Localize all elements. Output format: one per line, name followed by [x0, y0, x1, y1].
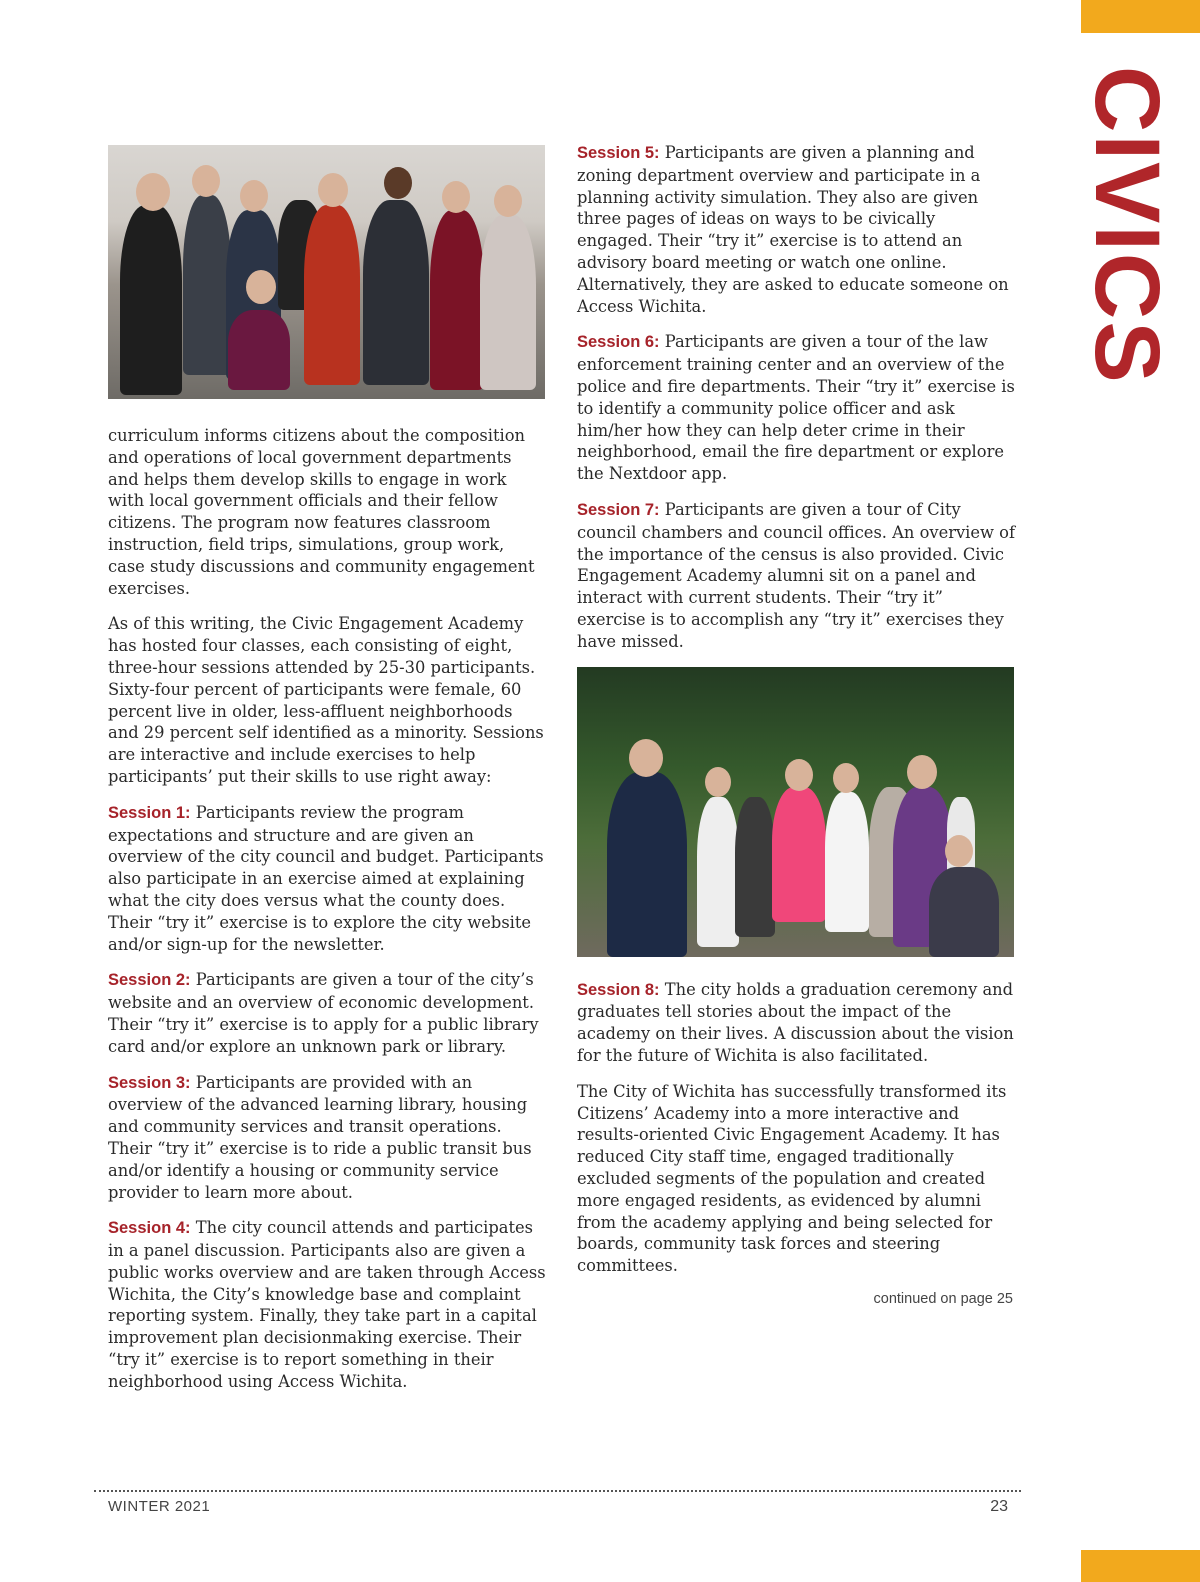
intro-paragraph: curriculum informs citizens about the composition and operations of local government departments and helps them develop skills to engage in work with local government officials and their fellow citizens. The program now features classroom instruction, field trips, simulations, group work, case study discussions and community engagement exercises. [108, 426, 535, 598]
session-label: Session 6: [577, 333, 660, 352]
session-5 [577, 142, 1015, 317]
session-label: Session 7: [577, 500, 660, 519]
session-1 [108, 802, 546, 956]
session-label: Session 2: [108, 971, 191, 990]
right-column [577, 142, 1015, 1307]
accent-tab-top [1081, 0, 1200, 33]
session-text: Participants are given a tour of the law enforcement training center and an overview of the police and fire departments. Their “try it” exercise is to identify a community police officer and ask him/her how they can help deter crime in their neighborhood, email the fire department or explore the Nextdoor app. [577, 332, 1015, 484]
accent-tab-bottom [1081, 1550, 1200, 1582]
session-label: Session 1: [108, 803, 191, 822]
session-text: Participants are provided with an overview of the advanced learning library, housing and community services and transit operations. Their “try it” exercise is to ride a public transit bus and/or identify a housing or community service provider to learn more about. [108, 1072, 532, 1202]
session-text: The city holds a graduation ceremony and graduates tell stories about the impact of the academy on their lives. A discussion about the vision for the future of Wichita is also facilitated. [577, 979, 1014, 1065]
session-label: Session 4: [108, 1219, 191, 1238]
group-photo-classroom [108, 145, 545, 399]
session-6 [577, 331, 1015, 485]
stats-paragraph: As of this writing, the Civic Engagement Academy has hosted four classes, each consisting of eight, three-hour sessions attended by 25-30 participants. Sixty-four percent of participants were female, 60 percent live in older, less-affluent neighborhoods and 29 percent self identified as a minority. Sessions are interactive and include exercises to help participants’ put their skills to use right away: [108, 614, 544, 786]
issue-label: WINTER 2021 [108, 1498, 211, 1515]
page-number: 23 [990, 1498, 1008, 1515]
continued-link[interactable]: continued on page 25 [873, 1290, 1013, 1307]
session-2 [108, 969, 546, 1057]
session-3 [108, 1072, 546, 1204]
session-4 [108, 1217, 546, 1392]
session-text: Participants are given a planning and zoning department overview and participate in a planning activity simulation. They also are given three pages of ideas on ways to be civically engaged. Their “try it” exercise is to attend an advisory board meeting or watch one online. Alternatively, they are asked to educate someone on Access Wichita. [577, 143, 1009, 316]
session-label: Session 8: [577, 980, 660, 999]
closing-paragraph: The City of Wichita has successfully transformed its Citizens’ Academy into a more interactive and results-oriented Civic Engagement Academy. It has reduced City staff time, engaged traditionally excluded segments of the population and created more engaged residents, as evidenced by alumni from the academy applying and being selected for boards, community task forces and steering committees. [577, 1081, 1007, 1276]
session-text: Participants are given a tour of City council chambers and council offices. An overview of the importance of the census is also provided. Civic Engagement Academy alumni sit on a panel and interact with current students. Their “try it” exercise is to accomplish any “try it” exercises they have missed. [577, 499, 1015, 651]
session-text: The city council attends and participates in a panel discussion. Participants also are given a public works overview and are taken through Access Wichita, the City’s knowledge base and complaint reporting system. Finally, they take part in a capital improvement plan decisionmaking exercise. Their “try it” exercise is to report something in their neighborhood using Access Wichita. [108, 1218, 546, 1391]
session-8 [577, 979, 1015, 1067]
section-tab-label: CIVICS [1076, 66, 1178, 385]
session-label: Session 3: [108, 1073, 191, 1092]
session-7 [577, 499, 1015, 653]
group-photo-outdoor [577, 667, 1014, 957]
session-text: Participants are given a tour of the city’s website and an overview of economic development. Their “try it” exercise is to apply for a public library card and/or explore an unknown park or library. [108, 970, 539, 1056]
session-label: Session 5: [577, 144, 660, 162]
left-column [108, 145, 546, 1407]
session-text: Participants review the program expectations and structure and are given an overview of the city council and budget. Participants also participate in an exercise aimed at explaining what the city does versus what the county does. Their “try it” exercise is to explore the city website and/or sign-up for the newsletter. [108, 802, 544, 954]
footer-divider [94, 1490, 1021, 1492]
